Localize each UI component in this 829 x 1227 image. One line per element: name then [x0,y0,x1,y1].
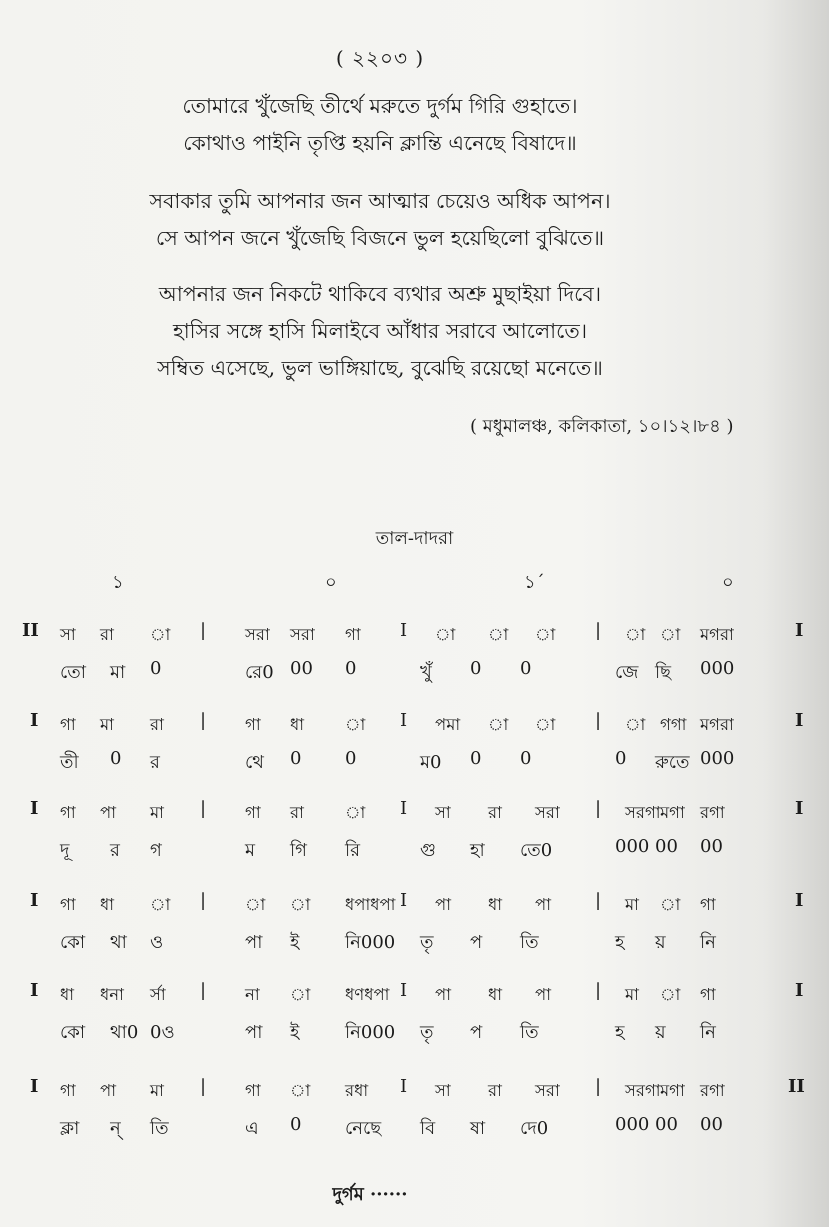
swara-cell: সা [60,625,76,644]
lyric-cell: ক্লা [60,1118,80,1139]
lyric-cell: কো [60,1022,86,1043]
measure-divider: I [400,620,408,641]
swara-cell: সা [435,803,451,822]
swara-cell: া [488,715,509,734]
beat-marker: ০ [325,572,337,593]
lyric-cell: হা [470,840,485,861]
swara-cell: মা [625,985,639,1004]
notation-row [0,972,829,1052]
lyric-cell: 000 [700,658,735,679]
measure-divider: I [400,1076,408,1097]
swara-cell: ধণধপা [345,985,390,1004]
lyric-cell: 00 [290,658,313,679]
swara-cell: া [245,895,266,914]
lyric-cell: কো [60,932,86,953]
lyric-cell: হ [615,1022,625,1043]
swara-cell: রা [150,715,164,734]
lyric-cell: র [150,752,160,773]
lyric-cell: তৃ [420,1022,434,1043]
lyric-cell: ন্ [110,1118,121,1139]
swara-cell: গগা [660,715,687,734]
lyric-cell: ও [150,932,164,953]
notation-row [0,612,829,692]
lyric-cell: 00 [655,836,678,857]
lyric-cell: 0 [110,748,122,769]
beat-marker: ১´ [524,572,545,593]
swara-cell: পা [535,985,551,1004]
source-citation: ( মধুমালঞ্চ, কলিকাতা, ১০।১২।৮৪ ) [470,416,734,437]
lyric-cell: 0 [345,658,357,679]
swara-cell: ধা [100,895,115,914]
measure-divider: | [200,1076,207,1097]
swara-cell: রগা [700,803,725,822]
lyric-cell: ই [290,932,300,953]
poem-stanza-2 [0,183,760,257]
lyric-cell: 0 [290,1114,302,1135]
swara-cell: া [660,985,681,1004]
swara-cell: া [150,625,171,644]
swara-cell: সরা [290,625,315,644]
lyric-cell: দূ [60,840,70,861]
bar-line-start: I [30,798,39,819]
swara-cell: মা [625,895,639,914]
swara-cell: ধা [488,985,503,1004]
measure-divider: I [400,798,408,819]
swara-cell: সরগা [625,1081,661,1100]
swara-cell: গা [245,715,261,734]
swara-cell: গা [245,1081,261,1100]
poem-stanza-1 [0,88,760,162]
notation-row [0,790,829,870]
lyric-cell: নেছে [345,1118,382,1139]
swara-cell: গা [245,803,261,822]
swara-cell: া [290,1081,311,1100]
beat-marker: ০ [722,572,734,593]
lyric-cell: ছি [655,662,672,683]
swara-cell: মা [150,803,164,822]
poem-stanza-3 [0,276,760,387]
swara-cell: মগা [660,1081,685,1100]
lyric-cell: য় [655,932,666,953]
swara-cell: পা [435,895,451,914]
swara-cell: পা [100,1081,116,1100]
lyric-cell: র [110,840,120,861]
notation-row [0,702,829,782]
swara-cell: রা [488,1081,502,1100]
lyric-cell: প [470,1022,483,1043]
measure-divider: | [200,620,207,641]
lyric-cell: থা [110,932,127,953]
swara-cell: সরা [245,625,270,644]
lyric-cell: এ [245,1118,259,1139]
swara-cell: া [290,985,311,1004]
lyric-cell: তি [520,932,539,953]
swara-cell: া [290,895,311,914]
swara-cell: মা [150,1081,164,1100]
swara-cell: সা [435,1081,451,1100]
swara-cell: া [435,625,456,644]
measure-divider: | [200,890,207,911]
lyric-cell: তো [60,662,87,683]
bar-line-end: I [795,890,804,911]
lyric-cell: তি [520,1022,539,1043]
measure-divider: I [400,710,408,731]
bar-line-start: II [22,620,39,641]
lyric-cell: নি000 [345,932,396,953]
lyric-cell: 0 [290,748,302,769]
swara-cell: া [150,895,171,914]
swara-cell: পমা [435,715,461,734]
swara-cell: রগা [700,1081,725,1100]
swara-cell: ধা [290,715,305,734]
measure-divider: I [400,980,408,1001]
lyric-cell: 00 [655,1114,678,1135]
bar-line-start: I [30,1076,39,1097]
swara-cell: া [488,625,509,644]
lyric-cell: 0 [345,748,357,769]
swara-cell: রধা [345,1081,369,1100]
swara-cell: সরগা [625,803,661,822]
lyric-cell: 00 [700,1114,723,1135]
lyric-cell: দে0 [520,1118,549,1139]
swara-cell: া [625,625,646,644]
swara-cell: মা [100,715,114,734]
swara-cell: া [660,895,681,914]
swara-cell: া [660,625,681,644]
swara-cell: মগা [660,803,685,822]
lyric-cell: গি [290,840,307,861]
measure-divider: | [595,1076,602,1097]
swara-cell: সরা [535,1081,560,1100]
bar-line-start: I [30,980,39,1001]
measure-divider: | [200,798,207,819]
swara-cell: রা [100,625,114,644]
lyric-cell: রুতে [655,752,690,773]
swara-cell: গা [60,803,76,822]
lyric-cell: নি000 [345,1022,396,1043]
swara-cell: া [345,803,366,822]
continuation-footer: দুর্গম ······ [332,1184,408,1205]
lyric-cell: থে [245,752,264,773]
lyric-cell: তী [60,752,79,773]
measure-divider: | [200,980,207,1001]
lyric-cell: প [470,932,483,953]
poem-line: তোমারে খুঁজেছি তীর্থে মরুতে দুর্গম গিরি গুহাতে। [182,94,578,118]
measure-divider: I [400,890,408,911]
swara-cell: ধপাধপা [345,895,396,914]
swara-cell: ধা [60,985,75,1004]
poem-line: হাসির সঙ্গে হাসি মিলাইবে আঁধার সরাবে আলোতে। [172,319,588,343]
measure-divider: | [595,710,602,731]
lyric-cell: পা [245,1022,263,1043]
tala-heading: তাল-দাদরা [375,528,454,549]
swara-cell: রা [488,803,502,822]
measure-divider: | [595,620,602,641]
swara-cell: গা [60,715,76,734]
bar-line-start: I [30,710,39,731]
swara-cell: ধা [488,895,503,914]
lyric-cell: 0 [520,748,532,769]
lyric-cell: তি [150,1118,169,1139]
swara-cell: র্সা [150,985,166,1004]
lyric-cell: 000 [700,748,735,769]
bar-line-end: I [795,798,804,819]
lyric-cell: গ [150,840,162,861]
lyric-cell: 0 [470,748,482,769]
lyric-cell: য় [655,1022,666,1043]
bar-line-end: I [795,710,804,731]
poem-line: সবাকার তুমি আপনার জন আত্মার চেয়েও অধিক আপন। [149,189,611,213]
lyric-cell: তে0 [520,840,553,861]
lyric-cell: 00 [700,836,723,857]
bar-line-start: I [30,890,39,911]
lyric-cell: থা0 [110,1022,139,1043]
notation-row [0,882,829,962]
swara-cell: পা [435,985,451,1004]
swara-cell: গা [60,895,76,914]
lyric-cell: 0 [520,658,532,679]
lyric-cell: রি [345,840,361,861]
poem-line: সম্বিত এসেছে, ভুল ভাঙ্গিয়াছে, বুঝেছি রয়েছো মনেতে॥ [157,356,603,380]
swara-cell: ধনা [100,985,124,1004]
lyric-cell: 0 [615,748,627,769]
notation-row [0,1068,829,1148]
lyric-cell: হ [615,932,625,953]
lyric-cell: মা [110,662,126,683]
measure-divider: | [595,798,602,819]
lyric-cell: ম0 [420,752,442,773]
poem-line: কোথাও পাইনি তৃপ্তি হয়নি ক্লান্তি এনেছে বিষাদে॥ [183,131,577,155]
lyric-cell: ই [290,1022,300,1043]
swara-cell: া [535,715,556,734]
lyric-cell: 0 [150,658,162,679]
poem-line: আপনার জন নিকটে থাকিবে ব্যথার অশ্রু মুছাইয়া দিবে। [158,282,602,306]
lyric-cell: 000 [615,836,650,857]
lyric-cell: পা [245,932,263,953]
lyric-cell: ষা [470,1118,486,1139]
swara-cell: মগরা [700,625,734,644]
lyric-cell: গু [420,840,436,861]
lyric-cell: 0 [470,658,482,679]
lyric-cell: খুঁ [420,662,432,683]
lyric-cell: তৃ [420,932,434,953]
lyric-cell: 000 [615,1114,650,1135]
swara-cell: া [625,715,646,734]
page-number: ( ২২০৩ ) [335,46,425,70]
beat-marker: ১ [112,572,124,593]
lyric-cell: নি [700,1022,716,1043]
swara-cell: না [245,985,260,1004]
lyric-cell: নি [700,932,716,953]
lyric-cell: রে0 [245,662,274,683]
poem-line: সে আপন জনে খুঁজেছি বিজনে ভুল হয়েছিলো বুঝিতে॥ [155,226,605,250]
lyric-cell: 0ও [150,1022,175,1043]
measure-divider: | [200,710,207,731]
lyric-cell: জে [615,662,639,683]
swara-cell: গা [700,985,716,1004]
bar-line-end: II [788,1076,805,1097]
measure-divider: | [595,890,602,911]
swara-cell: গা [345,625,361,644]
swara-cell: সরা [535,803,560,822]
swara-cell: রা [290,803,304,822]
lyric-cell: ম [245,840,255,861]
swara-cell: া [345,715,366,734]
swara-cell: মগরা [700,715,734,734]
swara-cell: গা [60,1081,76,1100]
bar-line-end: I [795,980,804,1001]
swara-cell: পা [100,803,116,822]
swara-cell: া [535,625,556,644]
measure-divider: | [595,980,602,1001]
swara-cell: পা [535,895,551,914]
lyric-cell: বি [420,1118,436,1139]
bar-line-end: I [795,620,804,641]
swara-cell: গা [700,895,716,914]
